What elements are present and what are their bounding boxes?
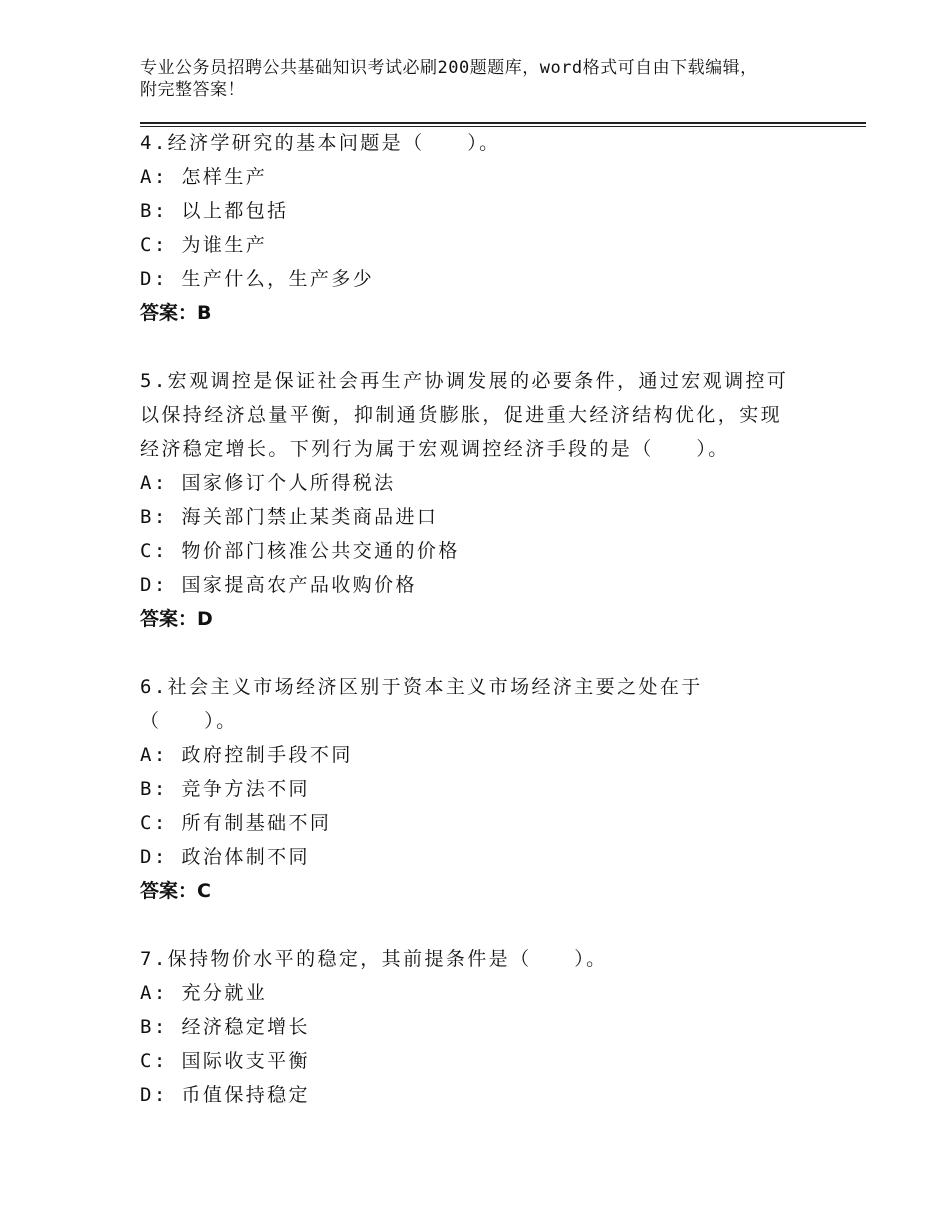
question-4-option-c: C: 为谁生产 <box>140 234 268 256</box>
question-5-text-line-2: 以保持经济总量平衡，抑制通货膨胀，促进重大经济结构优化，实现 <box>140 404 783 426</box>
question-7-option-c: C: 国际收支平衡 <box>140 1050 310 1072</box>
question-5 <box>140 364 840 636</box>
document-header <box>140 57 840 101</box>
question-6-option-d: D: 政治体制不同 <box>140 846 310 868</box>
question-5-answer: 答案：D <box>140 608 213 630</box>
question-5-text-line-3: 经济稳定增长。下列行为属于宏观调控经济手段的是（ ）。 <box>140 438 730 460</box>
question-spacer <box>140 908 840 942</box>
question-4 <box>140 126 840 330</box>
header-line-1: 专业公务员招聘公共基础知识考试必刷200题题库，word格式可自由下载编辑， <box>140 58 758 78</box>
question-5-text-line-1: 5.宏观调控是保证社会再生产协调发展的必要条件，通过宏观调控可 <box>140 370 789 392</box>
question-7-option-a: A: 充分就业 <box>140 982 268 1004</box>
question-list <box>140 126 840 1112</box>
question-6-text-line-1: 6.社会主义市场经济区别于资本主义市场经济主要之处在于 <box>140 676 703 698</box>
question-6-answer: 答案：C <box>140 880 211 902</box>
question-4-option-b: B: 以上都包括 <box>140 200 289 222</box>
question-6-option-b: B: 竞争方法不同 <box>140 778 310 800</box>
question-5-option-a: A: 国家修订个人所得税法 <box>140 472 396 494</box>
question-4-text: 4.经济学研究的基本问题是（ ）。 <box>140 132 501 154</box>
question-6-option-c: C: 所有制基础不同 <box>140 812 332 834</box>
question-4-answer: 答案：B <box>140 302 212 324</box>
question-5-option-c: C: 物价部门核准公共交通的价格 <box>140 540 460 562</box>
header-divider-thick <box>140 122 866 124</box>
question-6 <box>140 670 840 908</box>
question-7-option-b: B: 经济稳定增长 <box>140 1016 310 1038</box>
question-7-option-d: D: 币值保持稳定 <box>140 1084 310 1106</box>
question-4-option-a: A: 怎样生产 <box>140 166 268 188</box>
question-4-option-d: D: 生产什么，生产多少 <box>140 268 375 290</box>
question-7 <box>140 942 840 1112</box>
header-line-2: 附完整答案！ <box>140 80 245 100</box>
question-spacer <box>140 330 840 364</box>
question-6-text-line-2: （ ）。 <box>140 710 238 732</box>
question-7-text: 7.保持物价水平的稳定，其前提条件是（ ）。 <box>140 948 608 970</box>
question-5-option-d: D: 国家提高农产品收购价格 <box>140 574 417 596</box>
question-spacer <box>140 636 840 670</box>
question-6-option-a: A: 政府控制手段不同 <box>140 744 353 766</box>
question-5-option-b: B: 海关部门禁止某类商品进口 <box>140 506 439 528</box>
